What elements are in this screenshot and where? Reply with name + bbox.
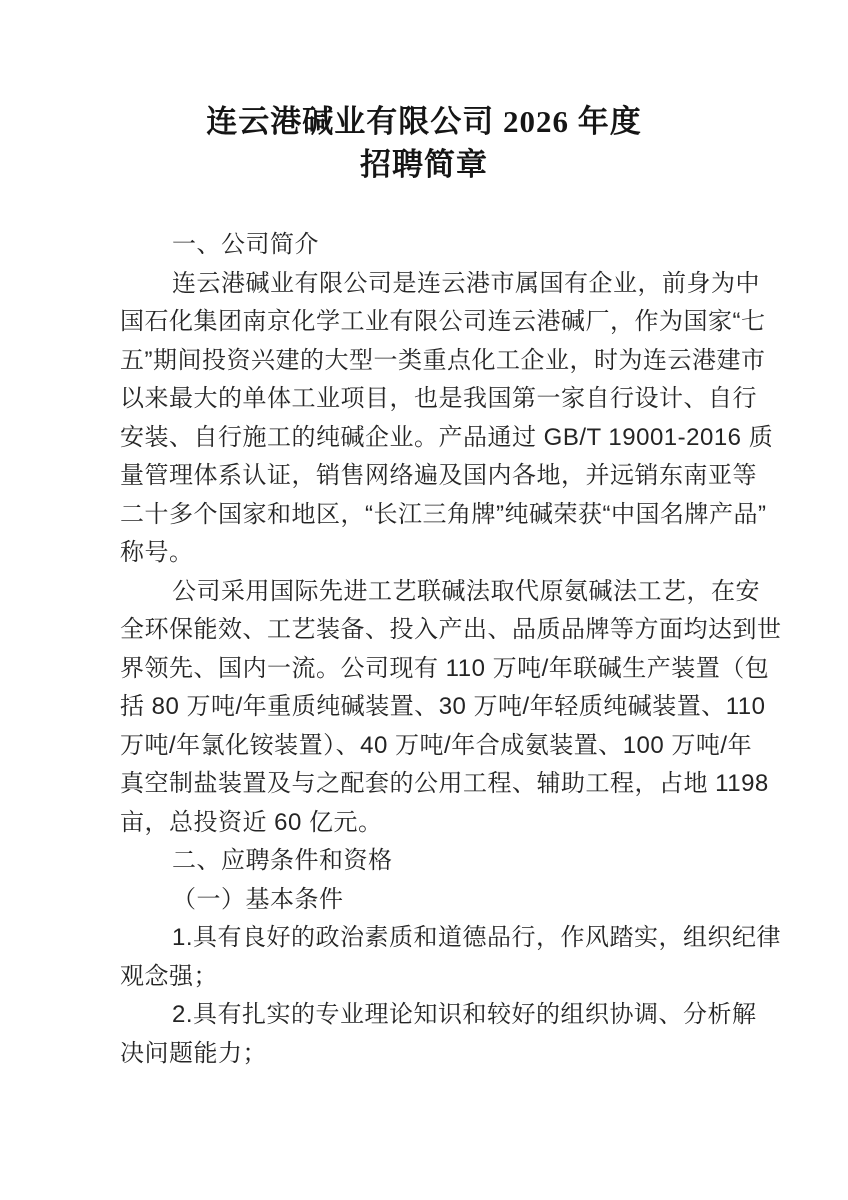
text-line: 连云港碱业有限公司是连云港市属国有企业，前身为中	[172, 269, 760, 297]
text-line: 界领先、国内一流。公司现有 110 万吨/年联碱生产装置（包	[120, 654, 770, 682]
text-line: 二、应聘条件和资格	[172, 847, 393, 874]
text-line: 一、公司简介	[172, 231, 319, 258]
text-line: 称号。	[120, 539, 194, 566]
text-line: 2.具有扎实的专业理论知识和较好的组织协调、分析解	[172, 1001, 757, 1028]
text-line: 以来最大的单体工业项目，也是我国第一家自行设计、自行	[120, 385, 757, 412]
text-line: 括 80 万吨/年重质纯碱装置、30 万吨/年轻质纯碱装置、110	[120, 693, 766, 720]
document-body	[0, 226, 848, 1073]
text-line: 二十多个国家和地区，“长江三角牌”纯碱荣获“中国名牌产品”	[120, 500, 767, 528]
document-title-line-2: 招聘简章	[360, 147, 488, 182]
document-title	[0, 100, 848, 186]
text-line: 国石化集团南京化学工业有限公司连云港碱厂，作为国家“七	[120, 308, 766, 335]
text-line: 安装、自行施工的纯碱企业。产品通过 GB/T 19001-2016 质	[120, 423, 774, 451]
text-line: 万吨/年氯化铵装置）、40 万吨/年合成氨装置、100 万吨/年	[120, 731, 753, 759]
text-line: 亩，总投资近 60 亿元。	[120, 808, 383, 836]
text-line: 五”期间投资兴建的大型一类重点化工企业，时为连云港建市	[120, 346, 766, 374]
text-line: 1.具有良好的政治素质和道德品行，作风踏实，组织纪律	[172, 924, 782, 951]
text-line: 全环保能效、工艺装备、投入产出、品质品牌等方面均达到世	[120, 616, 782, 643]
text-line: 决问题能力；	[120, 1039, 267, 1067]
document-title-line-1: 连云港碱业有限公司 2026 年度	[206, 104, 642, 139]
text-line: 观念强；	[120, 962, 218, 990]
text-line: （一）基本条件	[172, 885, 344, 913]
text-line: 量管理体系认证，销售网络遍及国内各地，并远销东南亚等	[120, 462, 757, 489]
text-line: 真空制盐装置及与之配套的公用工程、辅助工程，占地 1198	[120, 770, 769, 797]
text-line: 公司采用国际先进工艺联碱法取代原氨碱法工艺，在安	[172, 577, 760, 605]
